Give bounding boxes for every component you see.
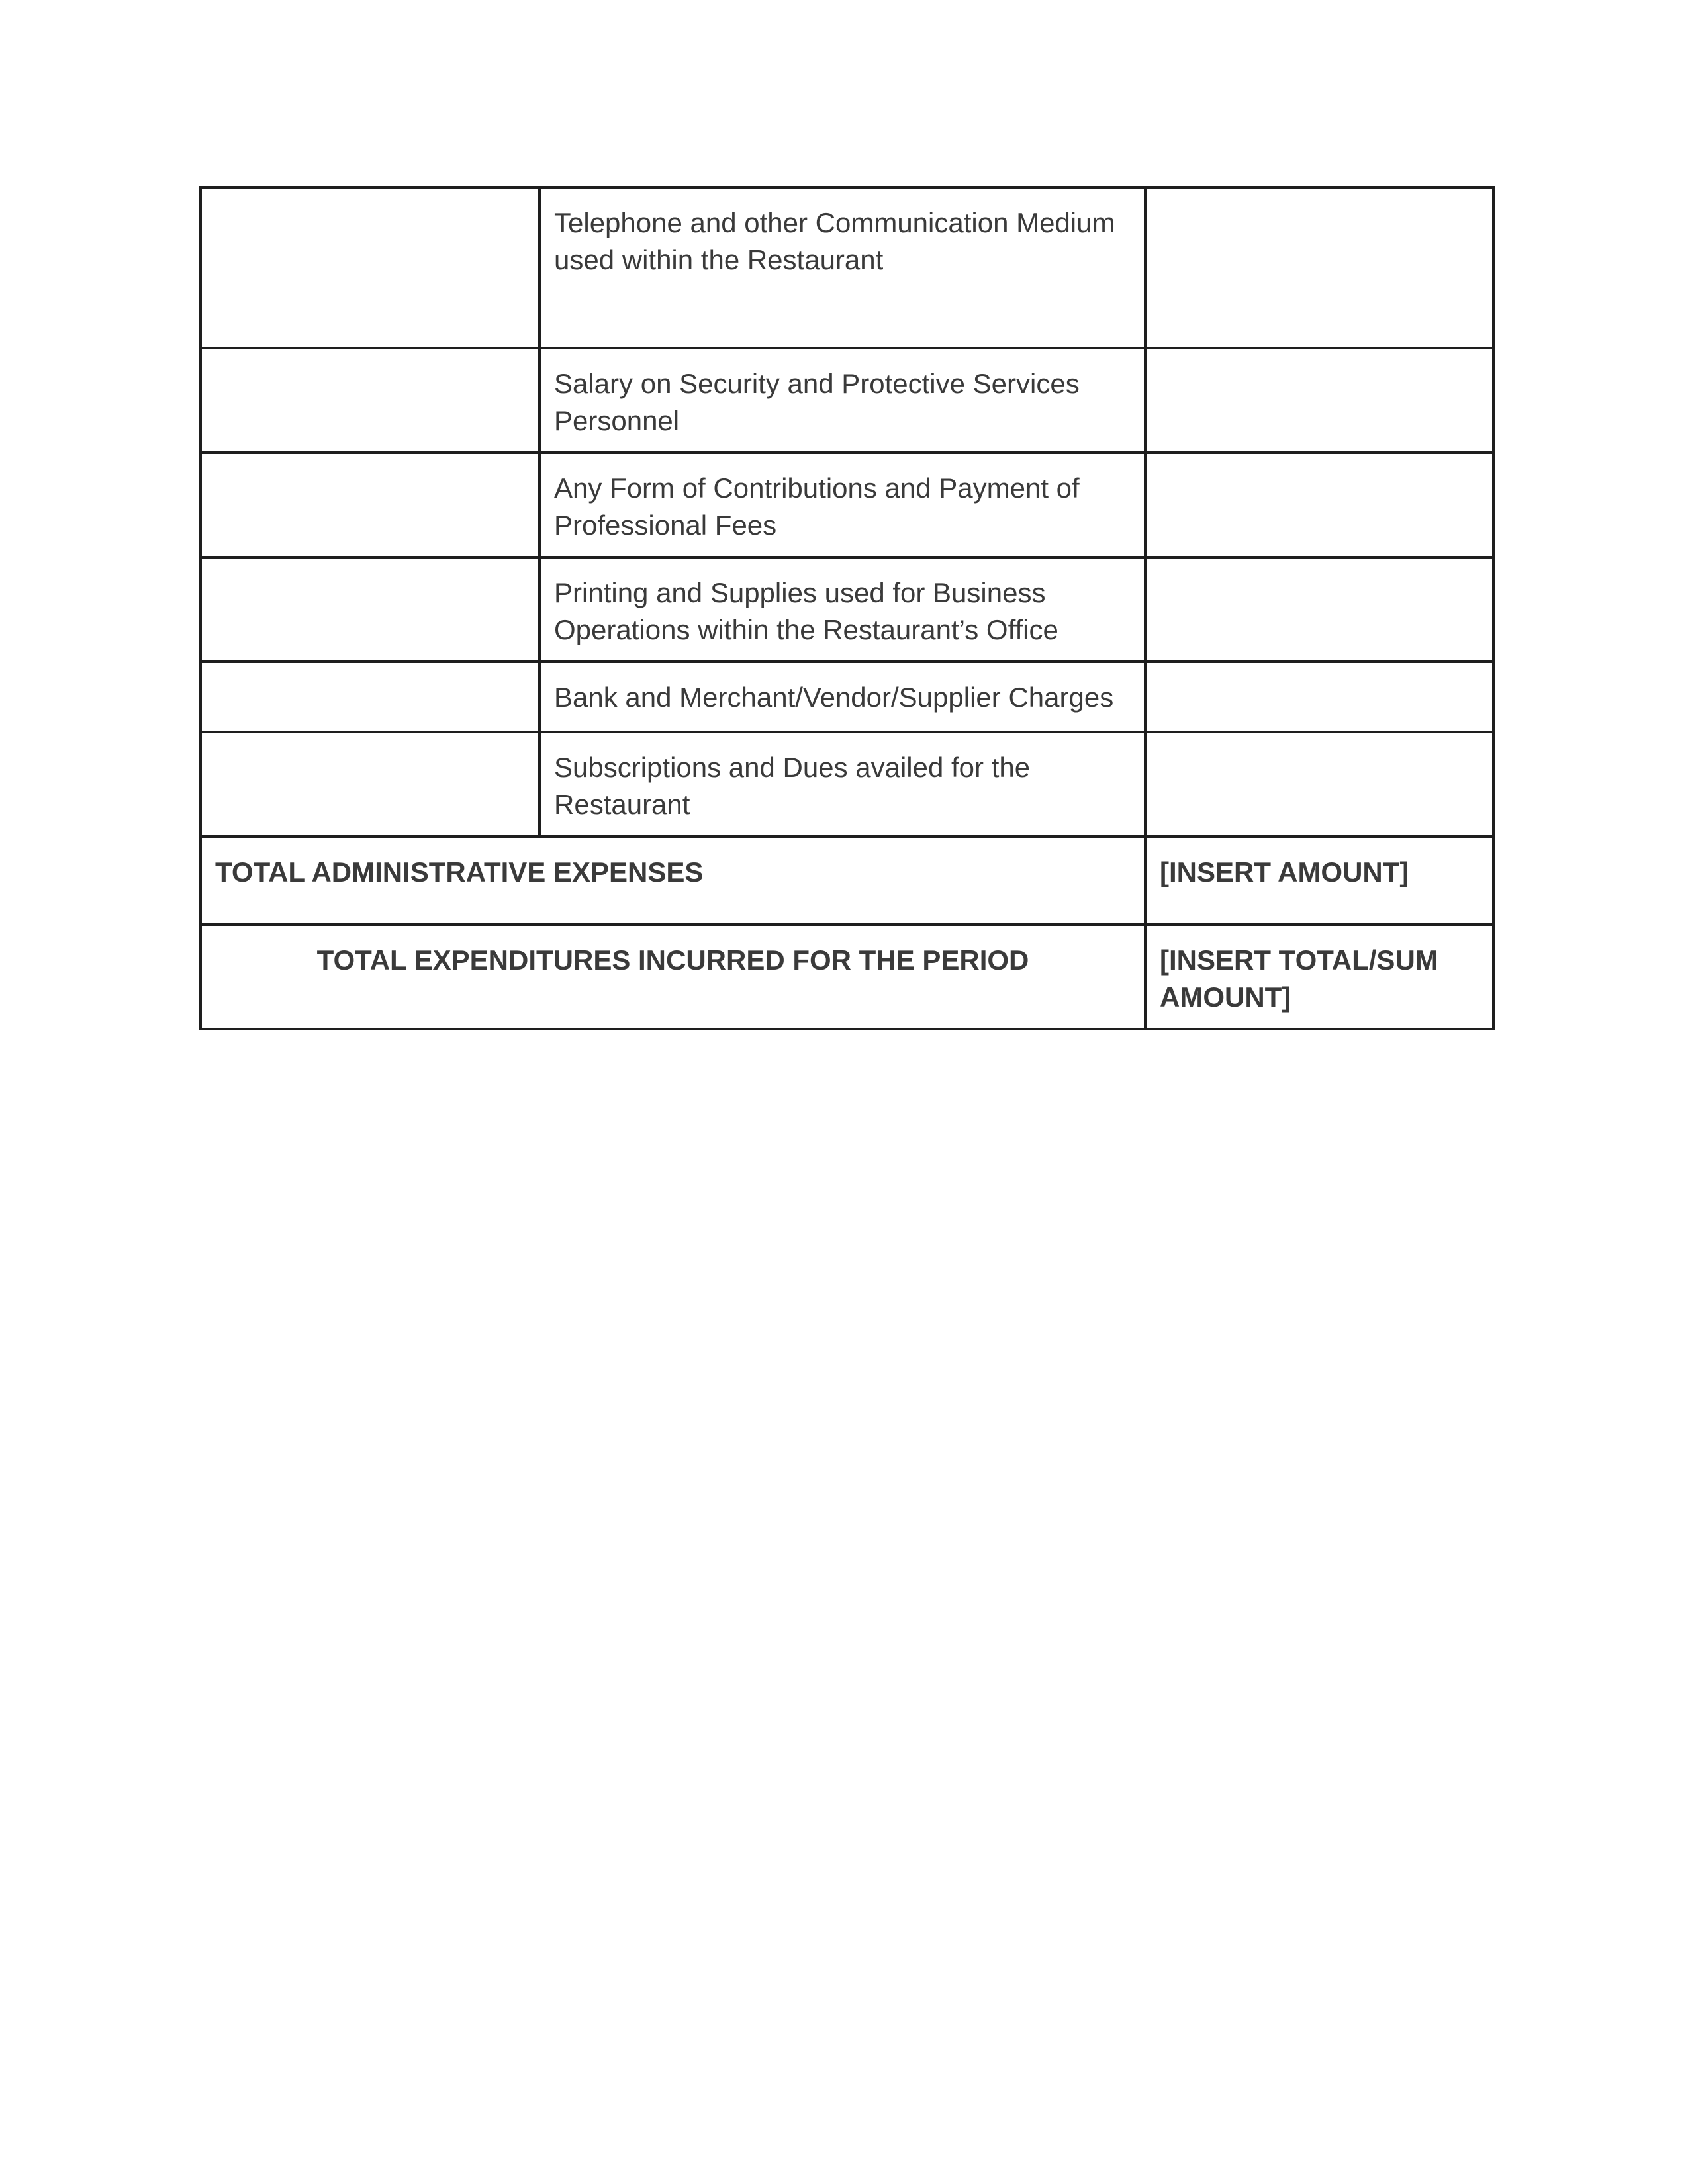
amount-cell xyxy=(1145,187,1493,348)
amount-cell xyxy=(1145,453,1493,557)
total-expenditures-label: TOTAL EXPENDITURES INCURRED FOR THE PERIOD xyxy=(201,925,1145,1029)
total-administrative-row xyxy=(201,837,1493,925)
total-administrative-label: TOTAL ADMINISTRATIVE EXPENSES xyxy=(201,837,1145,925)
category-cell xyxy=(201,662,539,732)
table-row xyxy=(201,557,1493,662)
expense-item-cell: Subscriptions and Dues availed for the Restaurant xyxy=(539,732,1145,837)
amount-cell xyxy=(1145,557,1493,662)
administrative-expenses-table xyxy=(199,186,1495,1030)
amount-cell xyxy=(1145,732,1493,837)
expense-item-cell: Bank and Merchant/Vendor/Supplier Charges xyxy=(539,662,1145,732)
expense-item-cell: Telephone and other Communication Medium used within the Restaurant xyxy=(539,187,1145,348)
category-cell xyxy=(201,187,539,348)
category-cell xyxy=(201,348,539,453)
category-cell xyxy=(201,732,539,837)
expense-item-cell: Any Form of Contributions and Payment of Professional Fees xyxy=(539,453,1145,557)
category-cell xyxy=(201,453,539,557)
total-expenditures-row xyxy=(201,925,1493,1029)
table-row xyxy=(201,187,1493,348)
category-cell xyxy=(201,557,539,662)
amount-cell xyxy=(1145,348,1493,453)
total-administrative-amount: [INSERT AMOUNT] xyxy=(1145,837,1493,925)
table-row xyxy=(201,662,1493,732)
table-row xyxy=(201,453,1493,557)
expense-item-cell: Printing and Supplies used for Business Operations within the Restaurant’s Office xyxy=(539,557,1145,662)
expense-item-cell: Salary on Security and Protective Services Personnel xyxy=(539,348,1145,453)
table-row xyxy=(201,732,1493,837)
total-expenditures-amount: [INSERT TOTAL/SUM AMOUNT] xyxy=(1145,925,1493,1029)
amount-cell xyxy=(1145,662,1493,732)
table-row xyxy=(201,348,1493,453)
